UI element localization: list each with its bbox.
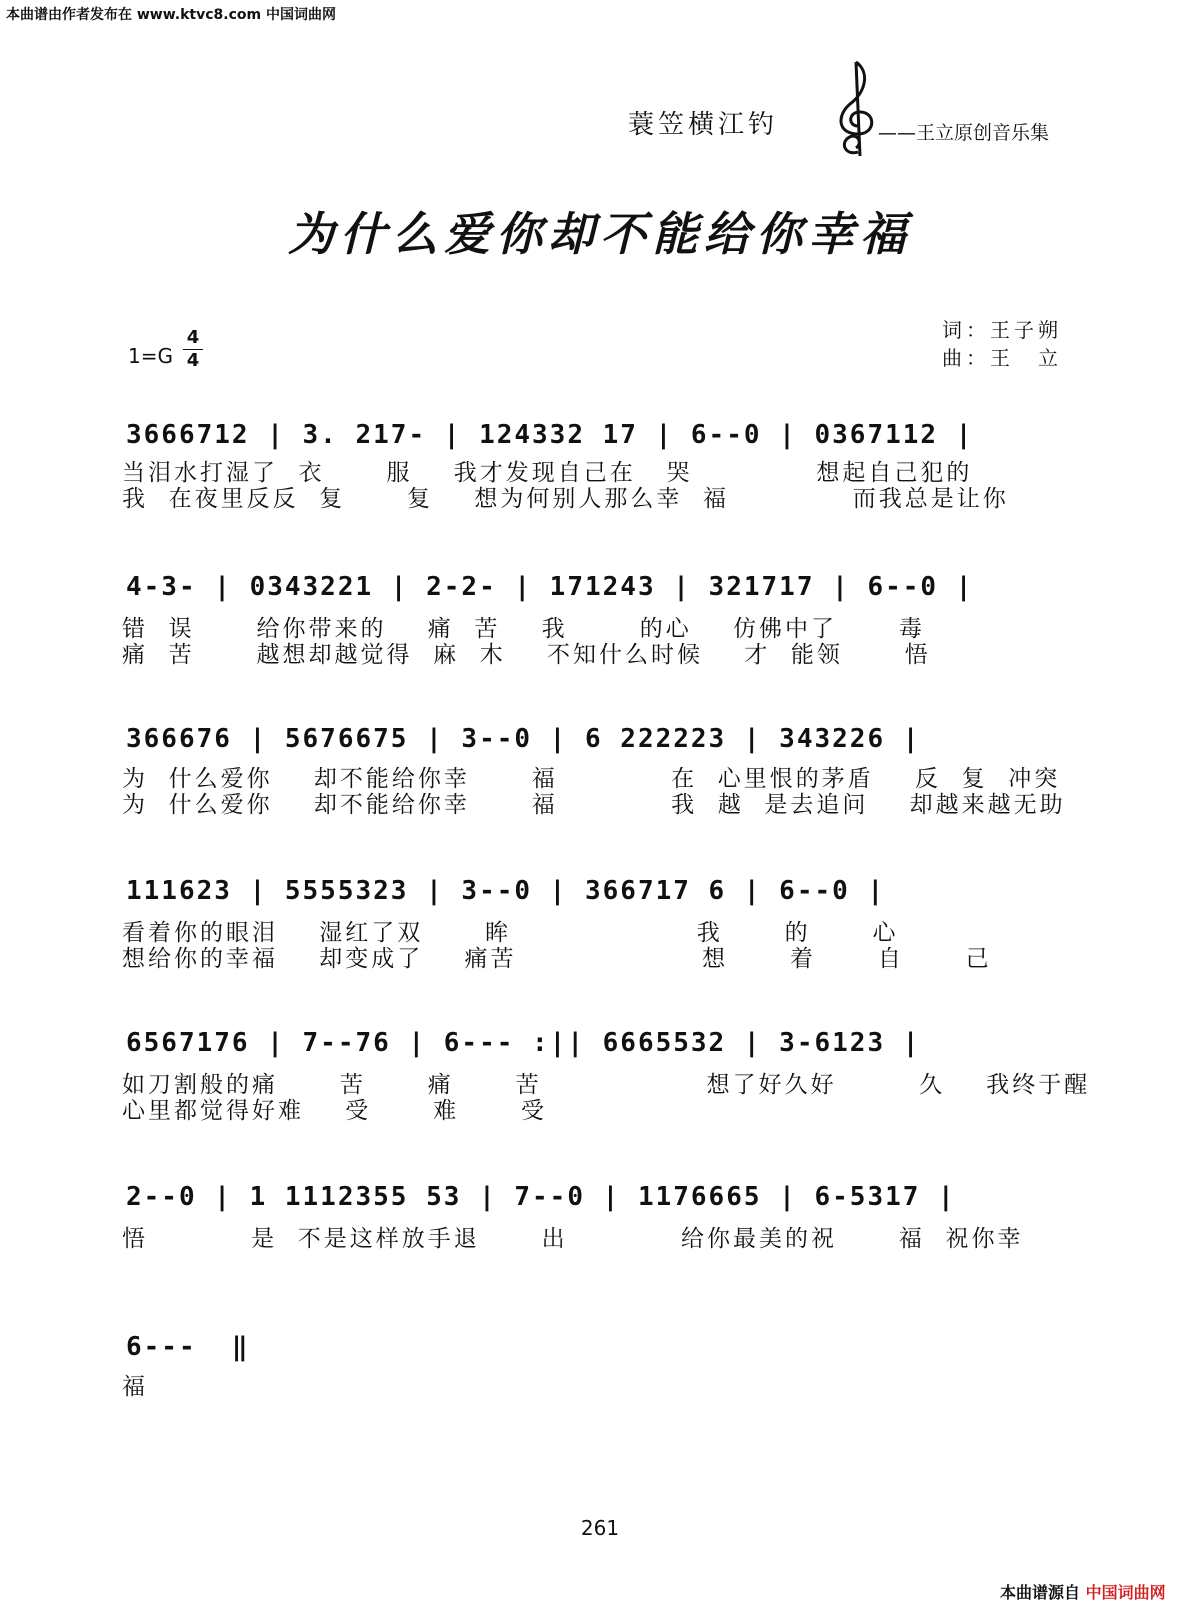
song-title: 为什么爱你却不能给你幸福 <box>288 207 912 261</box>
lyrics-verse-1: 当泪水打湿了 衣 服 我才发现自己在 哭 想起自己犯的 <box>122 460 973 486</box>
lyrics-verse-2: 心里都觉得好难 受 难 受 <box>122 1098 547 1124</box>
lyrics-verse-1: 错 误 给你带来的 痛 苦 我 的心 仿佛中了 毒 <box>122 616 925 642</box>
notes-line: 6--- ‖ <box>126 1332 250 1362</box>
lyrics-verse-2: 想给你的幸福 却变成了 痛苦 想 着 自 己 <box>122 946 992 972</box>
lyrics-verse-2: 痛 苦 越想却越觉得 麻 木 不知什么时候 才 能领 悟 <box>122 642 931 668</box>
footer-credit <box>1000 1580 1166 1603</box>
notes-line: 2--0 | 1 1112355 53 | 7--0 | 1176665 | 6-5317 | <box>126 1182 956 1212</box>
lyrics-verse-1: 看着你的眼泪 湿红了双 眸 我 的 心 <box>122 920 899 946</box>
source-header: 本曲谱由作者发布在 www.ktvc8.com 中国词曲网 <box>6 7 336 23</box>
lyrics-verse-2: 我 在夜里反反 复 复 想为何别人那么幸 福 而我总是让你 <box>122 486 1009 512</box>
series-name: 蓑笠横江钓 <box>628 110 779 140</box>
treble-clef-icon <box>826 52 886 162</box>
lyrics-verse-2: 为 什么爱你 却不能给你幸 福 我 越 是去追问 却越来越无助 <box>122 792 1066 818</box>
footer-label: 本曲谱源自 <box>1000 1583 1081 1602</box>
lyrics-verse-1: 为 什么爱你 却不能给你幸 福 在 心里恨的茅盾 反 复 冲突 <box>122 766 1061 792</box>
time-signature <box>183 328 203 371</box>
footer-site-link[interactable]: 中国词曲网 <box>1085 1583 1166 1602</box>
composer: 曲：王 立 <box>942 346 1062 370</box>
lyrics-verse-1: 福 <box>122 1374 148 1400</box>
lyrics-verse-1: 如刀割般的痛 苦 痛 苦 想了好久好 久 我终于醒 <box>122 1072 1091 1098</box>
key-signature: 1=G <box>128 344 173 368</box>
page-number: 261 <box>580 1516 620 1540</box>
notes-line: 4-3- | 0343221 | 2-2- | 171243 | 321717 | 6--0 | <box>126 572 974 602</box>
notes-line: 111623 | 5555323 | 3--0 | 366717 6 | 6--0 | <box>126 876 886 906</box>
time-sig-bottom: 4 <box>186 350 200 371</box>
notes-line: 3666712 | 3. 217- | 124332 17 | 6--0 | 0367112 | <box>126 420 974 450</box>
collection-name: ——王立原创音乐集 <box>878 122 1050 144</box>
time-sig-top: 4 <box>186 327 200 348</box>
notes-line: 6567176 | 7--76 | 6--- :|| 6665532 | 3-6123 | <box>126 1028 921 1058</box>
lyrics-verse-1: 悟 是 不是这样放手退 出 给你最美的祝 福 祝你幸 <box>122 1226 1024 1252</box>
lyricist: 词：王子朔 <box>942 318 1062 342</box>
notes-line: 366676 | 5676675 | 3--0 | 6 222223 | 343226 | <box>126 724 921 754</box>
